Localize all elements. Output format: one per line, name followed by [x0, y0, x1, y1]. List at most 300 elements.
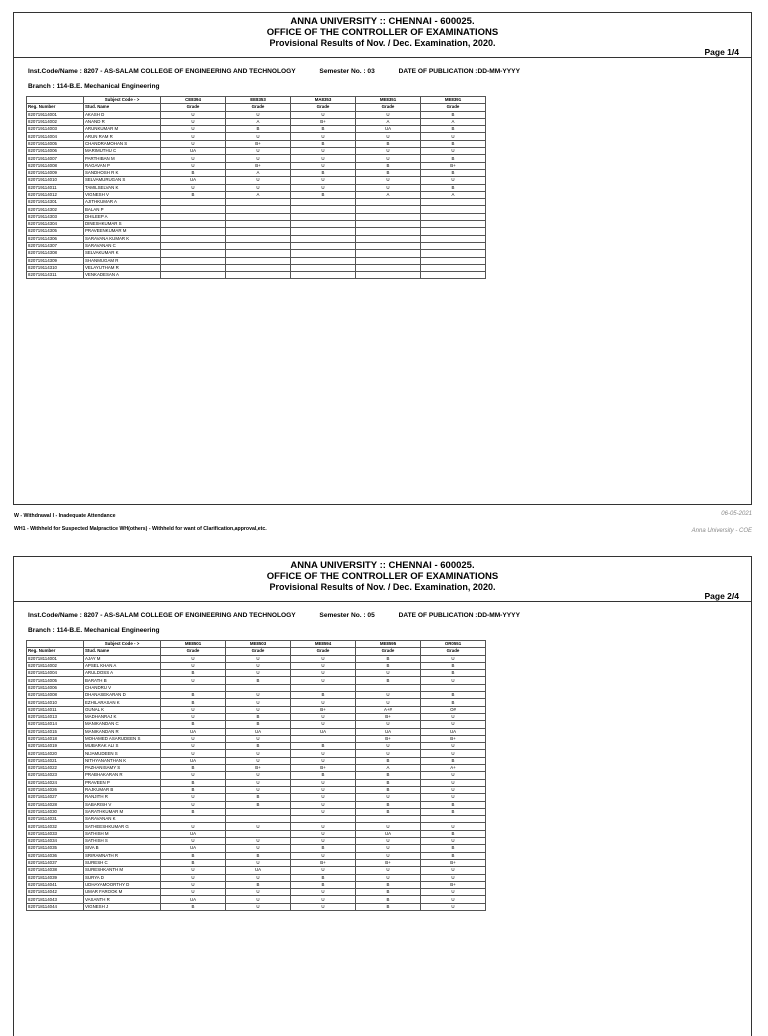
table-row	[27, 228, 486, 235]
blank-cell	[27, 97, 84, 104]
grade-cell: U	[291, 896, 356, 903]
grade-cell: A	[421, 191, 486, 198]
grade-cell	[356, 199, 421, 206]
student-name: SIVA B	[84, 845, 161, 852]
reg-number: 820718114030	[27, 808, 84, 815]
student-name: SELVAKUMAR K	[84, 250, 161, 257]
table-row	[27, 213, 486, 220]
column-header-row	[27, 648, 486, 655]
grade-cell	[226, 199, 291, 206]
student-name: VELAYUTHAM R	[84, 264, 161, 271]
reg-number: 820719114004	[27, 133, 84, 140]
grade-cell: B	[161, 692, 226, 699]
reg-number-header: Reg. Number	[27, 648, 84, 655]
grade-cell: B	[291, 191, 356, 198]
grade-header: Grade	[356, 648, 421, 655]
grade-header: Grade	[291, 648, 356, 655]
reg-number: 820718114018	[27, 735, 84, 742]
grade-cell: B+	[356, 713, 421, 720]
grade-cell: B+	[356, 859, 421, 866]
subject-code: ME8503	[226, 641, 291, 648]
grade-cell: U	[291, 670, 356, 677]
grade-cell: B	[161, 786, 226, 793]
student-name: VIGNESH J	[84, 903, 161, 910]
grade-cell: U	[421, 794, 486, 801]
grade-cell: B+	[421, 881, 486, 888]
grade-cell	[356, 206, 421, 213]
grade-cell: B	[161, 670, 226, 677]
table-row	[27, 242, 486, 249]
grade-cell: B+	[421, 859, 486, 866]
grade-cell: B	[421, 662, 486, 669]
reg-number: 820718114010	[27, 699, 84, 706]
reg-number: 820719114305	[27, 228, 84, 235]
institution-line	[28, 612, 520, 619]
grade-cell	[291, 213, 356, 220]
grade-cell: B	[356, 801, 421, 808]
student-name: SARATHKUMAR M	[84, 808, 161, 815]
grade-cell: B	[421, 140, 486, 147]
grade-cell: U	[161, 713, 226, 720]
grade-cell	[291, 242, 356, 249]
reg-number: 820719114310	[27, 264, 84, 271]
reg-number: 820719114010	[27, 177, 84, 184]
student-name: MARIMUTHU C	[84, 148, 161, 155]
student-name: BALAN P	[84, 206, 161, 213]
table-row	[27, 735, 486, 742]
grade-cell: U	[421, 867, 486, 874]
grade-cell: U	[356, 823, 421, 830]
reg-number: 820719114309	[27, 257, 84, 264]
grade-cell: U	[161, 162, 226, 169]
grade-cell	[421, 257, 486, 264]
grade-cell: B	[421, 670, 486, 677]
student-name: MANIKANDAN R	[84, 728, 161, 735]
grade-cell	[421, 250, 486, 257]
grade-cell: B	[161, 859, 226, 866]
grade-cell: UA	[161, 757, 226, 764]
institution-line	[28, 68, 520, 75]
institution-name: Inst.Code/Name : 8207 - AS-SALAM COLLEGE OF ENGINEERING AND TECHNOLOGY	[28, 68, 296, 75]
reg-number: 820718114032	[27, 823, 84, 830]
grade-cell	[161, 221, 226, 228]
student-name: SATHISH S	[84, 838, 161, 845]
grade-cell	[291, 264, 356, 271]
grade-cell: B	[356, 808, 421, 815]
grade-cell: U	[161, 184, 226, 191]
subject-header-row	[27, 97, 486, 104]
grade-cell: B	[356, 677, 421, 684]
grade-cell: U	[291, 889, 356, 896]
student-name: PRABHAKARAN R	[84, 772, 161, 779]
grade-cell: U	[226, 670, 291, 677]
reg-number: 820719114012	[27, 191, 84, 198]
grade-cell	[291, 250, 356, 257]
grade-cell: U	[356, 845, 421, 852]
subject-code: ME8501	[161, 641, 226, 648]
reg-number: 820718114019	[27, 743, 84, 750]
student-name: SURYA D	[84, 874, 161, 881]
reg-number: 820718114035	[27, 845, 84, 852]
grade-cell	[356, 221, 421, 228]
table-row	[27, 743, 486, 750]
grade-cell	[291, 272, 356, 279]
grade-cell: U	[421, 838, 486, 845]
reg-number: 820718114044	[27, 903, 84, 910]
results-table	[26, 96, 486, 279]
grade-cell: U	[226, 859, 291, 866]
grade-cell: U	[291, 838, 356, 845]
page-number: Page 2/4	[704, 591, 739, 601]
grade-cell: U	[226, 692, 291, 699]
table-row	[27, 859, 486, 866]
reg-number: 820718114013	[27, 713, 84, 720]
grade-cell: U	[226, 903, 291, 910]
student-name: DINESHKUMAR S	[84, 221, 161, 228]
table-row	[27, 257, 486, 264]
table-row	[27, 889, 486, 896]
grade-cell: B	[226, 713, 291, 720]
grade-cell: U	[161, 874, 226, 881]
table-row	[27, 786, 486, 793]
grade-cell: U	[226, 699, 291, 706]
table-row	[27, 133, 486, 140]
grade-cell: U	[226, 845, 291, 852]
grade-cell: B	[356, 779, 421, 786]
table-row	[27, 721, 486, 728]
results-table	[26, 640, 486, 911]
grade-cell: U	[291, 852, 356, 859]
student-name: ARUN RAM R	[84, 133, 161, 140]
subject-code-label: Subject Code - >	[84, 641, 161, 648]
grade-cell: U	[356, 750, 421, 757]
student-name: MOHAMED ASARUDEEN S	[84, 735, 161, 742]
subject-code: ME8595	[356, 641, 421, 648]
grade-cell: B+	[421, 162, 486, 169]
grade-cell: U	[356, 874, 421, 881]
grade-cell: B	[161, 169, 226, 176]
print-date: 06-05-2021	[721, 511, 752, 517]
student-name: SARAVANAN K	[84, 816, 161, 823]
grade-cell: U	[291, 133, 356, 140]
table-row	[27, 728, 486, 735]
reg-number: 820718114039	[27, 874, 84, 881]
grade-cell: B	[226, 721, 291, 728]
table-row	[27, 199, 486, 206]
table-row	[27, 816, 486, 823]
grade-cell: U	[226, 177, 291, 184]
grade-cell	[356, 250, 421, 257]
reg-number: 820719114308	[27, 250, 84, 257]
grade-cell: U	[356, 111, 421, 118]
grade-cell: U	[421, 779, 486, 786]
grade-cell: UA	[161, 830, 226, 837]
grade-cell	[356, 272, 421, 279]
grade-cell	[291, 816, 356, 823]
grade-header: Grade	[161, 104, 226, 111]
grade-cell: U	[161, 794, 226, 801]
grade-cell: A	[356, 765, 421, 772]
grade-cell	[356, 213, 421, 220]
grade-header: Grade	[291, 104, 356, 111]
grade-cell: B	[421, 845, 486, 852]
reg-number: 820718114033	[27, 830, 84, 837]
table-row	[27, 126, 486, 133]
table-row	[27, 808, 486, 815]
grade-cell: B	[226, 743, 291, 750]
grade-cell: UA	[356, 728, 421, 735]
grade-cell: U	[291, 155, 356, 162]
grade-cell: B	[161, 779, 226, 786]
reg-number: 820719114311	[27, 272, 84, 279]
grade-cell: B+	[291, 706, 356, 713]
grade-cell: B	[356, 757, 421, 764]
student-name: PRAVEENKUMAR M	[84, 228, 161, 235]
reg-number: 820718114031	[27, 816, 84, 823]
grade-cell: U	[226, 779, 291, 786]
grade-cell: B	[421, 699, 486, 706]
grade-cell: U	[421, 677, 486, 684]
grade-cell	[161, 228, 226, 235]
student-name: SURESHKANTH M	[84, 867, 161, 874]
grade-cell: U	[161, 133, 226, 140]
grade-cell: B	[421, 692, 486, 699]
table-row	[27, 779, 486, 786]
student-name: VENKADESAN A	[84, 272, 161, 279]
publication-date: DATE OF PUBLICATION :DD-MM-YYYY	[398, 612, 520, 619]
student-name: RAJKUMAR B	[84, 786, 161, 793]
column-header-row	[27, 104, 486, 111]
grade-cell: U	[421, 874, 486, 881]
student-name: UDHAYAMOORTHY D	[84, 881, 161, 888]
grade-cell: B	[291, 140, 356, 147]
reg-number: 820719114304	[27, 221, 84, 228]
grade-cell	[226, 808, 291, 815]
grade-cell: B	[356, 896, 421, 903]
grade-cell: B	[161, 699, 226, 706]
table-row	[27, 765, 486, 772]
student-name: MUBARAK ALI S	[84, 743, 161, 750]
grade-cell: U	[421, 896, 486, 903]
grade-cell: U	[421, 148, 486, 155]
grade-cell: U	[161, 772, 226, 779]
grade-cell: U	[356, 794, 421, 801]
grade-cell	[161, 206, 226, 213]
subject-code: CE8394	[161, 97, 226, 104]
grade-cell: B	[226, 794, 291, 801]
table-row	[27, 684, 486, 691]
table-row	[27, 692, 486, 699]
table-row	[27, 118, 486, 125]
office-name: OFFICE OF THE CONTROLLER OF EXAMINATIONS	[266, 571, 499, 582]
grade-cell: UA	[421, 728, 486, 735]
grade-cell: U	[291, 713, 356, 720]
grade-cell: U	[226, 750, 291, 757]
table-row	[27, 677, 486, 684]
blank-cell	[27, 641, 84, 648]
grade-cell: O#	[421, 706, 486, 713]
grade-cell	[356, 684, 421, 691]
grade-cell: U	[421, 786, 486, 793]
grade-cell: U	[291, 801, 356, 808]
student-name: SRIRAMNATH R	[84, 852, 161, 859]
table-row	[27, 845, 486, 852]
university-name: ANNA UNIVERSITY :: CHENNAI - 600025.	[290, 560, 475, 571]
reg-number: 820719114306	[27, 235, 84, 242]
reg-number: 820719114003	[27, 126, 84, 133]
university-name: ANNA UNIVERSITY :: CHENNAI - 600025.	[290, 16, 475, 27]
subject-code-label: Subject Code - >	[84, 97, 161, 104]
grade-cell: B	[421, 169, 486, 176]
grade-cell: U	[356, 852, 421, 859]
table-row	[27, 250, 486, 257]
legend-attendance: W - Withdrawal I - Inadequate Attendance	[14, 513, 116, 519]
grade-cell: U	[291, 699, 356, 706]
semester-number: Semester No. : 05	[319, 612, 375, 619]
grade-cell: B+	[421, 735, 486, 742]
grade-cell: UA	[356, 830, 421, 837]
grade-cell	[226, 213, 291, 220]
grade-cell	[291, 199, 356, 206]
reg-number: 820718114001	[27, 655, 84, 662]
grade-cell: B	[291, 874, 356, 881]
student-name: RANJITH R	[84, 794, 161, 801]
reg-number-header: Reg. Number	[27, 104, 84, 111]
reg-number: 820719114009	[27, 169, 84, 176]
grade-cell: U	[291, 655, 356, 662]
student-name: AJITHKUMAR A	[84, 199, 161, 206]
grade-cell	[421, 816, 486, 823]
table-row	[27, 655, 486, 662]
student-name-header: Stud. Name	[84, 648, 161, 655]
student-name: VASANTH R	[84, 896, 161, 903]
institution-name: Inst.Code/Name : 8207 - AS-SALAM COLLEGE OF ENGINEERING AND TECHNOLOGY	[28, 612, 296, 619]
grade-cell: B	[421, 126, 486, 133]
table-row	[27, 177, 486, 184]
table-row	[27, 140, 486, 147]
grade-cell: U	[161, 677, 226, 684]
student-name: NITHYANANTHAN K	[84, 757, 161, 764]
grade-cell	[226, 257, 291, 264]
grade-cell	[226, 830, 291, 837]
grade-cell: U	[291, 757, 356, 764]
grade-cell	[161, 257, 226, 264]
grade-cell: UA	[226, 867, 291, 874]
grade-cell: U	[291, 177, 356, 184]
grade-cell: U	[421, 743, 486, 750]
grade-cell	[421, 264, 486, 271]
grade-cell	[161, 684, 226, 691]
grade-cell: U	[161, 889, 226, 896]
student-name: ARUNKUMAR M	[84, 126, 161, 133]
grade-cell: U	[161, 140, 226, 147]
grade-cell: B	[421, 184, 486, 191]
reg-number: 820718114023	[27, 772, 84, 779]
grade-cell: UA	[356, 126, 421, 133]
grade-cell: U	[291, 184, 356, 191]
grade-cell: U	[291, 662, 356, 669]
grade-cell: UA	[161, 845, 226, 852]
student-name: ANAND R	[84, 118, 161, 125]
grade-cell: U	[161, 662, 226, 669]
grade-cell	[291, 235, 356, 242]
page-header	[14, 557, 751, 593]
table-row	[27, 706, 486, 713]
student-name: SABARISH V	[84, 801, 161, 808]
student-name: SANDHOSH R K	[84, 169, 161, 176]
grade-cell	[421, 235, 486, 242]
grade-cell: U	[226, 662, 291, 669]
grade-cell: U	[356, 184, 421, 191]
grade-cell	[356, 264, 421, 271]
grade-cell: U	[161, 111, 226, 118]
table-row	[27, 148, 486, 155]
grade-cell: B	[291, 845, 356, 852]
grade-cell: B	[356, 889, 421, 896]
reg-number: 820718114011	[27, 706, 84, 713]
table-row	[27, 670, 486, 677]
student-name: ARULDOSS A	[84, 670, 161, 677]
grade-cell: B	[421, 801, 486, 808]
grade-cell: B	[291, 881, 356, 888]
grade-cell: B	[356, 662, 421, 669]
student-name: APSEL KHAN A	[84, 662, 161, 669]
grade-cell: U	[356, 155, 421, 162]
reg-number: 820718114038	[27, 867, 84, 874]
grade-cell: A	[226, 191, 291, 198]
grade-cell: U	[291, 903, 356, 910]
grade-cell	[161, 272, 226, 279]
grade-cell: U	[421, 655, 486, 662]
table-row	[27, 903, 486, 910]
grade-cell: B	[161, 852, 226, 859]
student-name: SATHEESHKUMAR G	[84, 823, 161, 830]
grade-cell: B	[226, 126, 291, 133]
reg-number: 820719114301	[27, 199, 84, 206]
grade-cell: UA	[161, 728, 226, 735]
grade-cell: U	[421, 889, 486, 896]
student-name: SELVAMURUGAN S	[84, 177, 161, 184]
grade-cell: U	[291, 794, 356, 801]
grade-cell: U	[421, 713, 486, 720]
grade-cell: U	[161, 838, 226, 845]
table-row	[27, 713, 486, 720]
grade-header: Grade	[421, 648, 486, 655]
grade-cell	[356, 235, 421, 242]
grade-cell: U	[161, 750, 226, 757]
subject-code: ME8351	[356, 97, 421, 104]
grade-cell	[161, 250, 226, 257]
table-row	[27, 757, 486, 764]
student-name: TAMILSELVAN K	[84, 184, 161, 191]
grade-cell: U	[421, 823, 486, 830]
grade-cell: B	[291, 772, 356, 779]
grade-cell: U	[356, 867, 421, 874]
grade-cell: U	[161, 126, 226, 133]
grade-cell: U	[291, 750, 356, 757]
grade-cell: U	[356, 692, 421, 699]
reg-number: 820718114006	[27, 684, 84, 691]
table-row	[27, 772, 486, 779]
reg-number: 820718114036	[27, 852, 84, 859]
grade-cell	[291, 735, 356, 742]
table-row	[27, 830, 486, 837]
table-row	[27, 272, 486, 279]
grade-cell: UA	[161, 148, 226, 155]
grade-cell	[226, 228, 291, 235]
grade-cell: U	[226, 155, 291, 162]
exam-title: Provisional Results of Nov. / Dec. Examination, 2020.	[269, 38, 496, 48]
